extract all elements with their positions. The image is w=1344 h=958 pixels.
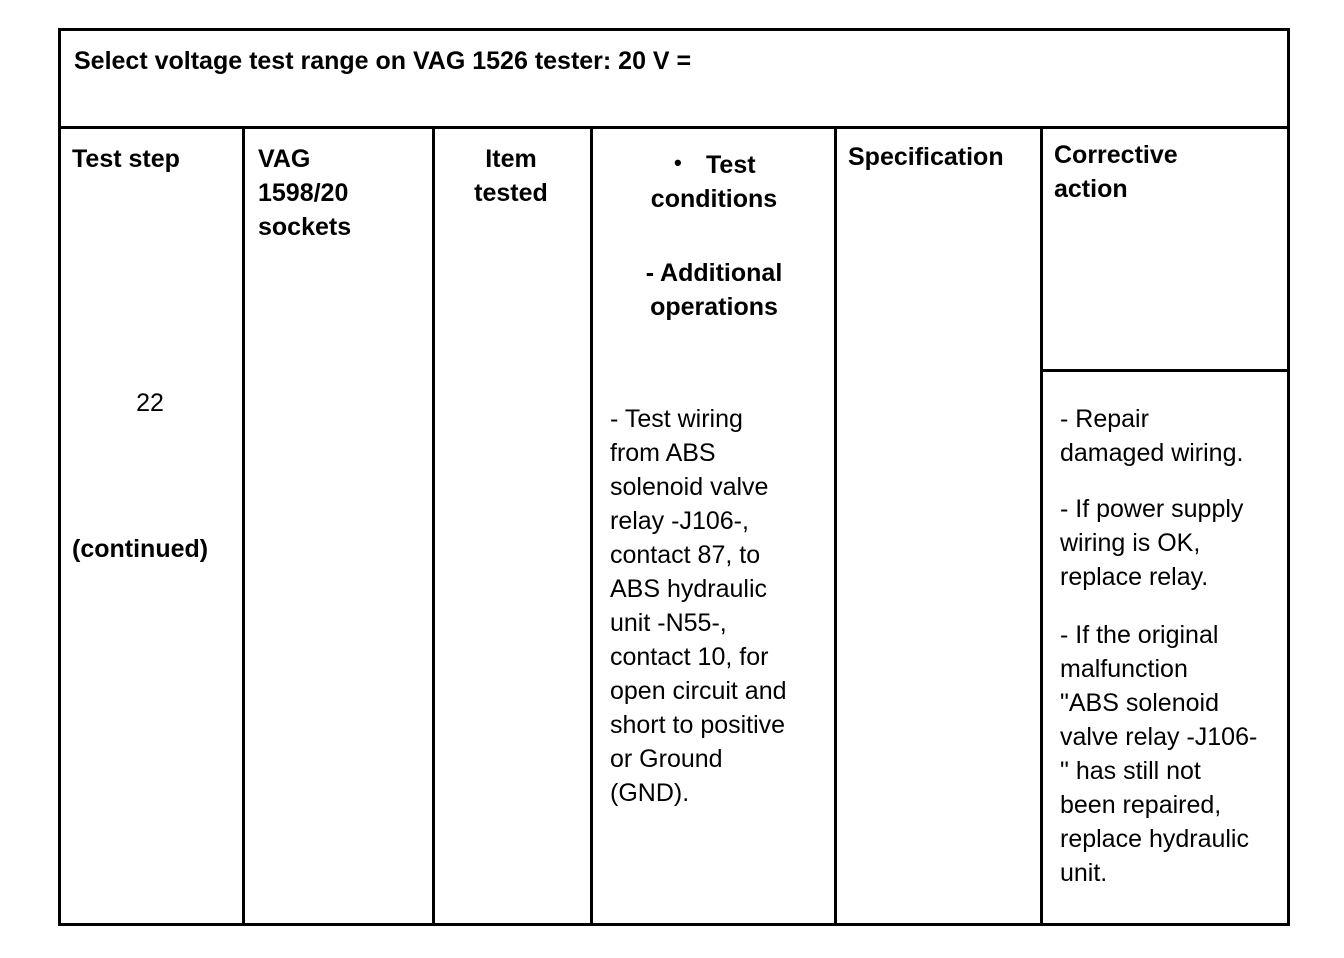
additional-operations-header-line: operations [650,293,778,321]
sockets-header-line: VAG [258,145,311,173]
specification-header: Specification [848,143,1004,171]
test-conditions-line: solenoid valve [610,473,769,501]
column-divider-2 [432,128,435,926]
step-number: 22 [136,389,164,417]
column-divider-1 [242,128,245,926]
corrective-action-line: been repaired, [1060,791,1222,819]
test-conditions-line: (GND). [610,779,690,807]
corrective-action-line: " has still not [1060,757,1201,785]
test-conditions-line: unit -N55-, [610,609,727,637]
item-tested-header-line: Item [485,145,537,173]
additional-operations-header-line: - Additional [645,259,783,287]
corrective-action-divider [1042,369,1290,372]
test-conditions-line: ABS hydraulic [610,575,768,603]
corrective-action-line: - If power supply [1060,495,1244,523]
corrective-action-line: damaged wiring. [1060,439,1244,467]
bullet-icon: • [674,150,682,175]
table-title: Select voltage test range on VAG 1526 tester: 20 V = [74,47,692,75]
corrective-action-line: malfunction [1060,655,1188,683]
test-conditions-line: open circuit and [610,677,787,705]
test-conditions-line: short to positive [610,711,786,739]
corrective-action-line: valve relay -J106- [1060,723,1258,751]
test-conditions-header-line: conditions [650,185,778,213]
sockets-header-line: 1598/20 [258,179,349,207]
sockets-header-line: sockets [258,213,352,241]
corrective-action-header-line: action [1054,175,1128,203]
column-divider-3 [590,128,593,926]
corrective-action-line: wiring is OK, [1060,529,1201,557]
corrective-action-line: - Repair [1060,405,1149,433]
corrective-action-line: "ABS solenoid [1060,689,1219,717]
test-step-header: Test step [72,145,180,173]
corrective-action-header-line: Corrective [1054,141,1178,169]
corrective-action-line: unit. [1060,859,1108,887]
item-tested-header-line: tested [474,179,548,207]
test-conditions-line: relay -J106-, [610,507,749,535]
corrective-action-line: - If the original [1060,621,1219,649]
test-conditions-line: contact 10, for [610,643,769,671]
test-conditions-header-line: Test [706,151,756,179]
corrective-action-line: replace relay. [1060,563,1209,591]
corrective-action-line: replace hydraulic [1060,825,1249,853]
continued-label: (continued) [72,535,209,563]
column-divider-4 [834,128,837,926]
test-conditions-line: contact 87, to [610,541,761,569]
test-conditions-line: from ABS [610,439,716,467]
test-conditions-line: or Ground [610,745,723,773]
test-conditions-line: - Test wiring [610,405,743,433]
column-divider-5 [1040,128,1043,926]
